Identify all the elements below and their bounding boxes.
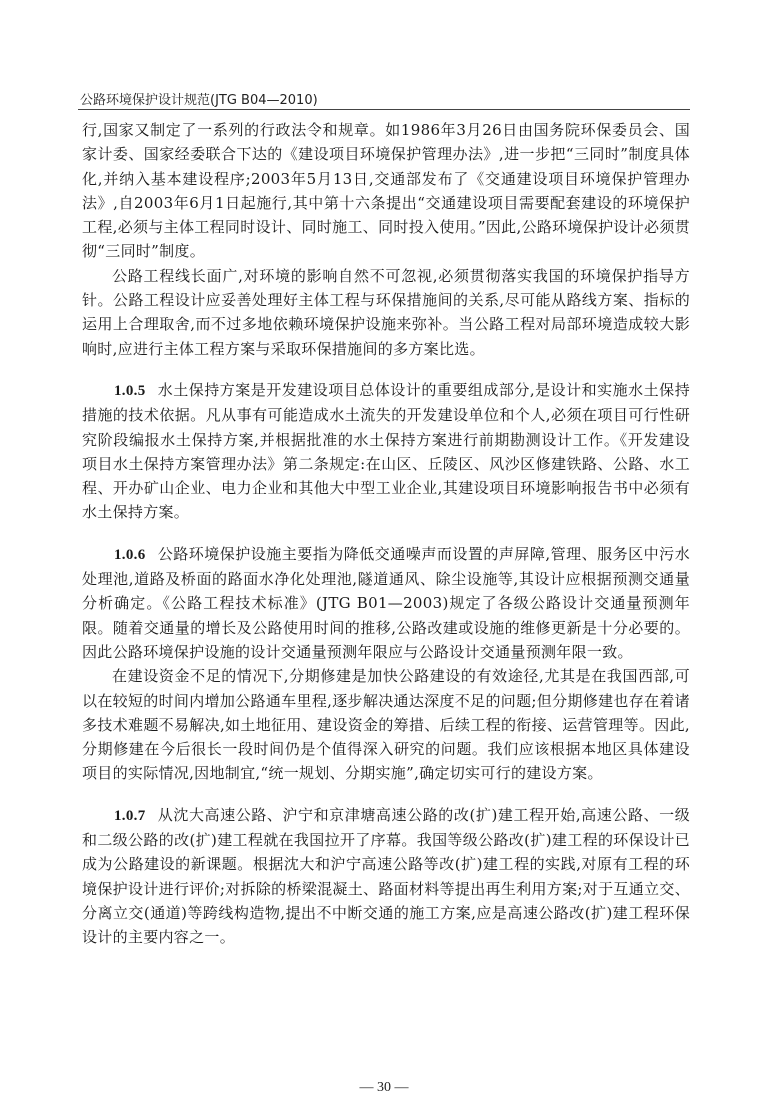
header-divider: [78, 109, 690, 110]
paragraph: 在建设资金不足的情况下,分期修建是加快公路建设的有效途径,尤其是在我国西部,可以在较短的时间内增加公路通车里程,逐步解决通达深度不足的问题;但分期修建也存在着诸多技术难题不易解决,如土地征用、建设资金的筹措、后续工程的衔接、运营管理等。因此,分期修建在今后很长一段时间仍是个值得深入研究的问题。我们应该根据本地区具体建设项目的实际情况,因地制宜,“统一规划、分期实施”,确定切实可行的建设方案。: [82, 667, 690, 783]
clause-text: 公路环境保护设施主要指为降低交通噪声而设置的声屏障,管理、服务区中污水处理池,道路及桥面的路面水净化处理池,隧道通风、除尘设施等,其设计应根据预测交通量分析确定。《公路工程技术标准》(JTG B01—2003)规定了各级公路设计交通量预测年限。随着交通量的增长及公路使用时间的推移,公路改建或设施的维修更新是十分必要的。因此公路环境保护设施的设计交通量预测年限应与公路设计交通量预测年限一致。: [82, 544, 690, 661]
clause-1-0-5: [82, 378, 690, 525]
clause-number: 1.0.7: [114, 807, 146, 824]
clause-text: 从沈大高速公路、沪宁和京津塘高速公路的改(扩)建工程开始,高速公路、一级和二级公路的改(扩)建工程就在我国拉开了序幕。我国等级公路改(扩)建工程的环保设计已成为公路建设的新课题。根据沈大和沪宁高速公路等改(扩)建工程的实践,对原有工程的环境保护设计进行评价;对拆除的桥梁混凝土、路面材料等提出再生利用方案;对于互通立交、分离立交(通道)等跨线构造物,提出不中断交通的施工方案,应是高速公路改(扩)建工程环保设计的主要内容之一。: [82, 805, 690, 947]
clause-number: 1.0.5: [114, 382, 146, 399]
paragraph: 公路工程线长面广,对环境的影响自然不可忽视,必须贯彻落实我国的环境保护指导方针。公路工程设计应妥善处理好主体工程与环保措施间的关系,尽可能从路线方案、指标的运用上合理取舍,而不过多地依赖环境保护设施来弥补。当公路工程对局部环境造成较大影响时,应进行主体工程方案与采取环保措施间的多方案比选。: [82, 266, 690, 358]
body-text: [82, 118, 690, 950]
clause-number: 1.0.6: [114, 546, 146, 563]
running-header: 公路环境保护设计规范(JTG B04—2010): [80, 93, 318, 108]
clause-1-0-7: [82, 803, 690, 950]
clause-1-0-6: [82, 542, 690, 664]
paragraph-continuation: 行,国家又制定了一系列的行政法令和规章。如1986年3月26日由国务院环保委员会、国家计委、国家经委联合下达的《建设项目环境保护管理办法》,进一步把“三同时”制度具体化,并纳入基本建设程序;2003年5月13日,交通部发布了《交通建设项目环境保护管理办法》,自2003年6月1日起施行,其中第十六条提出“交通建设项目需要配套建设的环境保护工程,必须与主体工程同时设计、同时施工、同时投入使用。”因此,公路环境保护设计必须贯彻“三同时”制度。: [82, 121, 690, 261]
page-number: — 30 —: [359, 1080, 409, 1095]
clause-text: 水土保持方案是开发建设项目总体设计的重要组成部分,是设计和实施水土保持措施的技术依据。凡从事有可能造成水土流失的开发建设单位和个人,必须在项目可行性研究阶段编报水土保持方案,并根据批准的水土保持方案进行前期勘测设计工作。《开发建设项目水土保持方案管理办法》第二条规定:在山区、丘陵区、风沙区修建铁路、公路、水工程、开办矿山企业、电力企业和其他大中型工业企业,其建设项目环境影响报告书中必须有水土保持方案。: [82, 380, 690, 522]
